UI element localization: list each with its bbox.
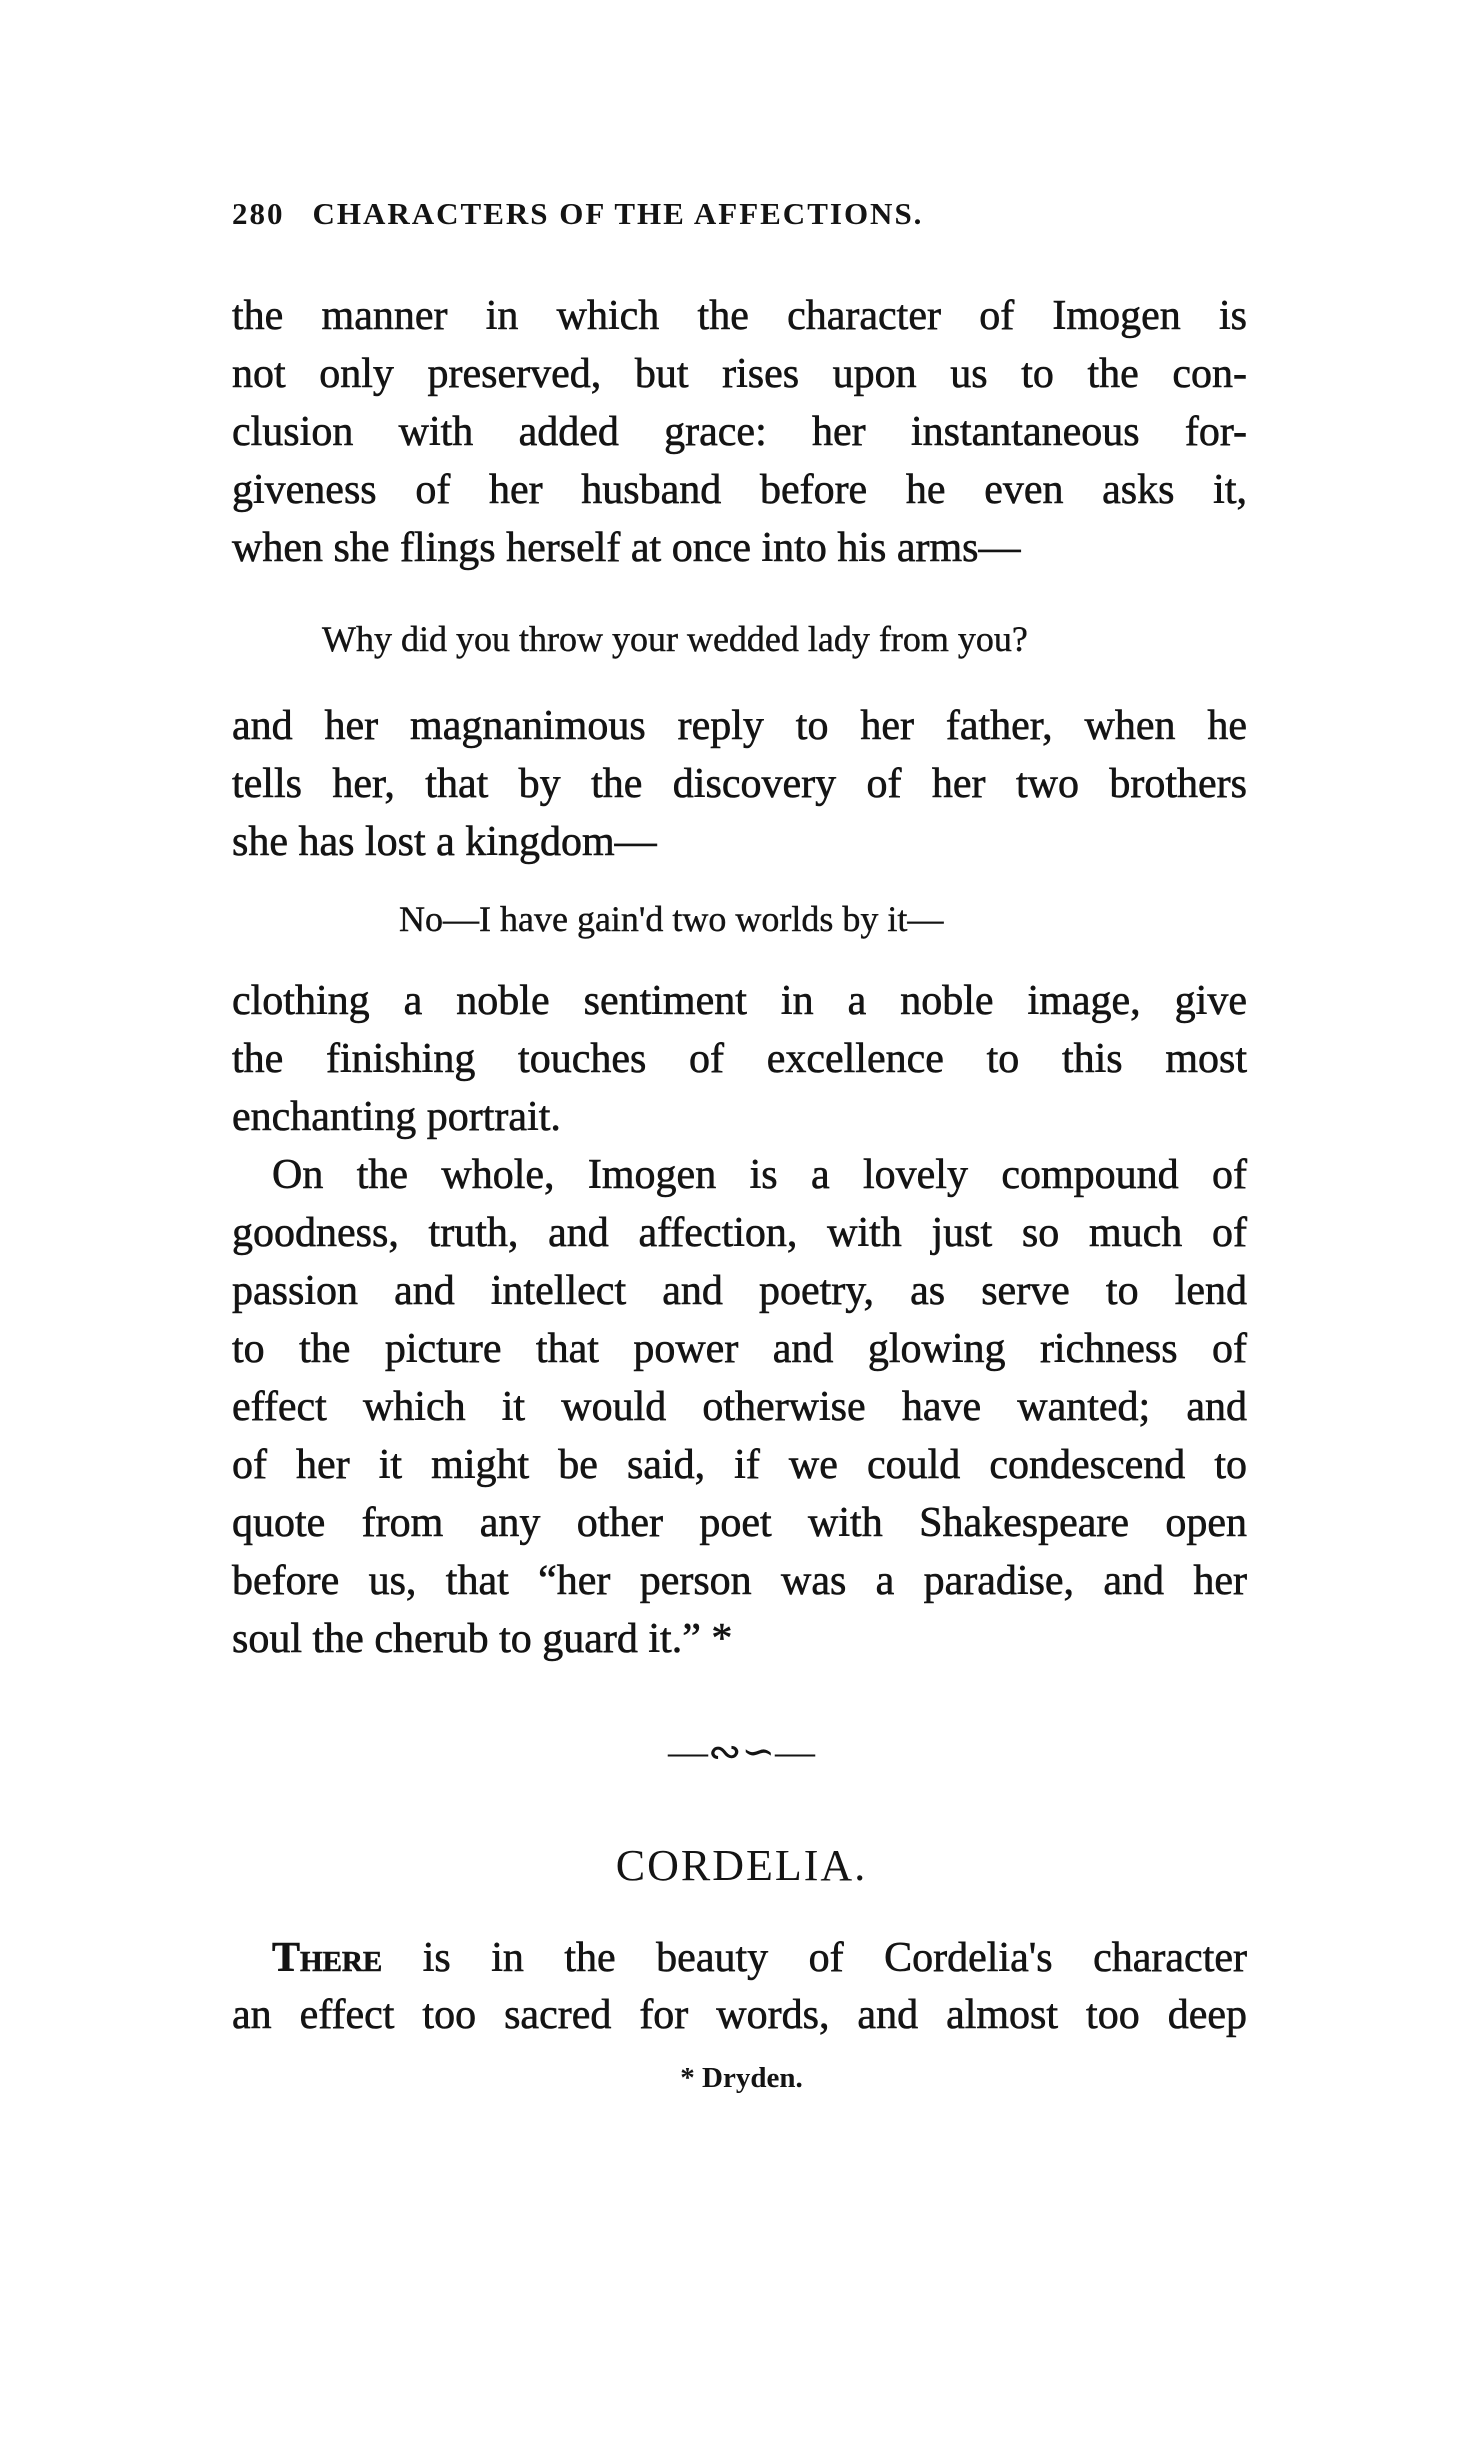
text-line: and her magnanimous reply to her father, when he [232,703,1247,749]
text-line: goodness, truth, and affection, with just so much of [232,1210,1247,1256]
text-line: not only preserved, but rises upon us to the con- [232,351,1247,397]
text-line: enchanting portrait. [232,1094,561,1140]
text-line: before us, that “her person was a paradise, and her [232,1558,1247,1604]
text-line: effect which it would otherwise have wanted; and [232,1384,1247,1430]
line-rest: is in the beauty of Cordelia's character [382,1935,1247,1981]
first-word: There [272,1935,383,1981]
running-header [232,196,923,232]
verse-quote: Why did you throw your wedded lady from you? [322,619,1028,659]
text-line: the manner in which the character of Imogen is [232,293,1247,339]
text-line: the finishing touches of excellence to this most [232,1036,1247,1082]
ornament-divider: —∾∽— [667,1729,816,1774]
text-line: an effect too sacred for words, and almost too deep [232,1992,1247,2038]
text-line: when she flings herself at once into his arms— [232,525,1021,571]
running-title: CHARACTERS OF THE AFFECTIONS. [312,196,924,231]
verse-quote: No—I have gain'd two worlds by it— [399,899,944,939]
text-line: of her it might be said, if we could condescend to [232,1442,1247,1488]
text-line: she has lost a kingdom— [232,819,657,865]
text-line: to the picture that power and glowing richness of [232,1326,1247,1372]
text-line: passion and intellect and poetry, as serve to lend [232,1268,1247,1314]
footnote: * Dryden. [680,2062,803,2094]
section-title: CORDELIA. [615,1841,868,1890]
text-line: soul the cherub to guard it.” * [232,1616,733,1662]
text-line: clothing a noble sentiment in a noble image, give [232,978,1247,1024]
text-line: quote from any other poet with Shakespeare open [232,1500,1247,1546]
text-line: tells her, that by the discovery of her two brothers [232,761,1247,807]
text-line: giveness of her husband before he even asks it, [232,467,1247,513]
text-line [272,1933,1247,1983]
page-number: 280 [232,196,285,231]
text-line: clusion with added grace: her instantaneous for- [232,409,1247,455]
text-line: On the whole, Imogen is a lovely compound of [272,1152,1247,1198]
